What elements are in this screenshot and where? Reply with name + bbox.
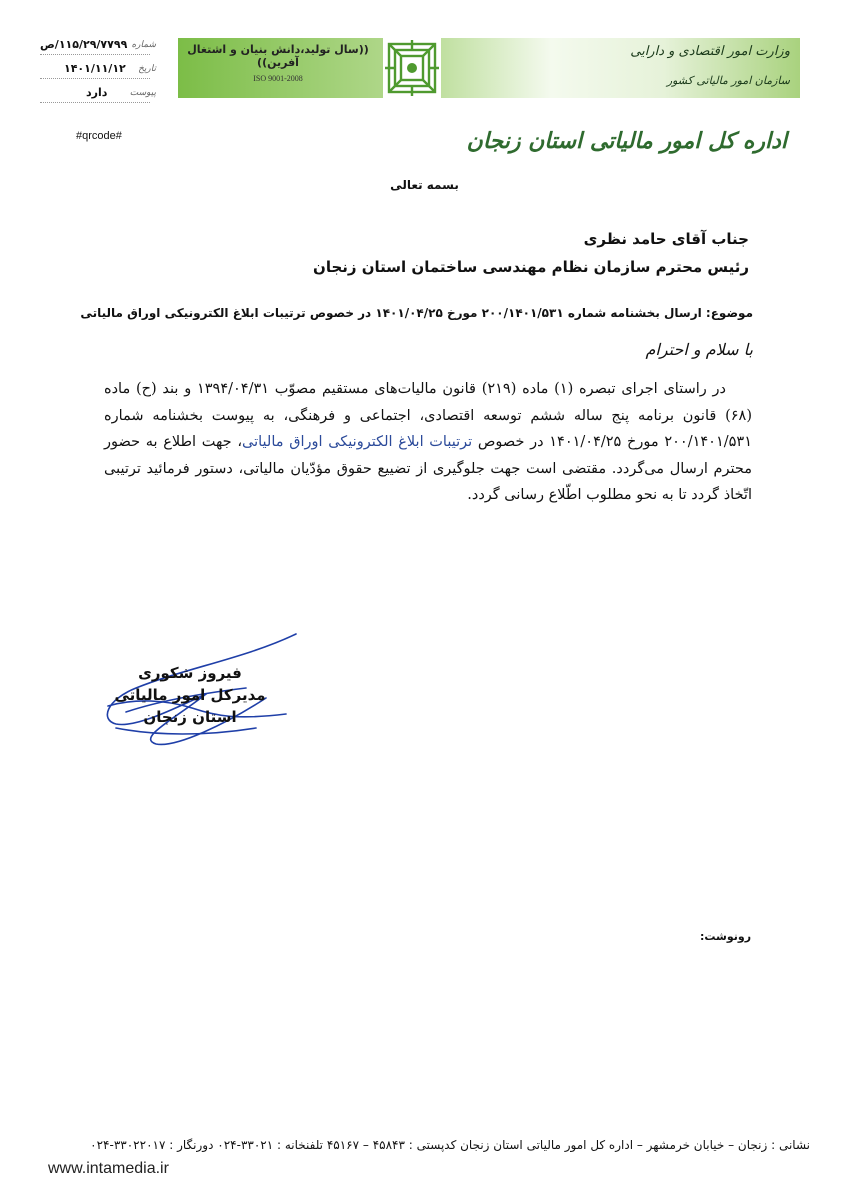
footer-website[interactable]: www.intamedia.ir — [48, 1160, 169, 1177]
letter-number: ۱۱۵/۲۹/۷۷۹۹/ص — [40, 38, 128, 51]
signatory-province: استان زنجان — [143, 708, 237, 726]
attachment-status: دارد — [86, 86, 108, 99]
greeting: با سلام و احترام — [645, 340, 753, 359]
number-label: شماره — [131, 40, 156, 50]
body-highlight: ترتیبات ابلاغ الکترونیکی اوراق مالیاتی — [242, 434, 473, 450]
body-part-2: ، جهت اطلاع به حضور محترم ارسال می‌گردد. مقتضی است جهت جلوگیری از تضییع حقوق مؤدّیان مالیاتی، دستور فرمائید ترتیبی اتّخاذ گردد تا به نحو مطلوب اطّلاع رسانی گردد. — [104, 434, 752, 503]
number-row — [40, 38, 156, 55]
date-row — [40, 62, 156, 79]
date-label: تاریخ — [138, 64, 156, 74]
organization-name: سازمان امور مالیاتی کشور — [666, 74, 790, 87]
recipient-title: رئیس محترم سازمان نظام مهندسی ساختمان استان زنجان — [313, 258, 749, 276]
qrcode-placeholder: #qrcode# — [76, 130, 122, 142]
letter-subject: موضوع: ارسال بخشنامه شماره ۲۰۰/۱۴۰۱/۵۳۱ مورخ ۱۴۰۱/۰۴/۲۵ در خصوص ترتیبات ابلاغ الکترونیکی اوراق مالیاتی — [80, 306, 753, 320]
signatory-position: مدیرکل امور مالیاتی — [114, 686, 266, 704]
cc-label: رونوشت: — [700, 930, 752, 943]
tax-organization-emblem-icon — [383, 38, 441, 98]
letter-date: ۱۴۰۱/۱۱/۱۲ — [64, 62, 126, 75]
ministry-name: وزارت امور اقتصادی و دارایی — [630, 44, 790, 59]
footer-address: نشانی : زنجان – خیابان خرمشهر – اداره کل امور مالیاتی استان زنجان کدپستی : ۴۵۸۴۳ – ۴۵۱۶۷ تلفنخانه : ۳۳۰۲۱-۰۲۴ دورنگار : ۳۳۰۲۲۰۱۷-۰۲۴ — [90, 1138, 810, 1152]
iso-certification: ISO 9001-2008 — [253, 74, 303, 83]
attachment-label: پیوست — [129, 88, 156, 98]
bismillah-heading: بسمه تعالی — [390, 178, 459, 192]
attachment-row — [40, 86, 156, 103]
signatory-name: فیروز شکوری — [138, 664, 242, 682]
department-title: اداره کل امور مالیاتی استان زنجان — [466, 128, 787, 154]
letter-body — [104, 376, 752, 509]
body-part-1: در راستای اجرای تبصره (۱) ماده (۲۱۹) قانون مالیات‌های مستقیم مصوّب ۱۳۹۴/۰۴/۳۱ و بند (ح) ماده (۶۸) قانون برنامه پنج ساله ششم توسعه اقتصادی، اجتماعی و فرهنگی، به پیوست بخشنامه شماره ۲۰۰/۱۴۰۱/۵۳۱ مورخ ۱۴۰۱/۰۴/۲۵ در خصوص — [104, 381, 752, 450]
recipient-name: جناب آقای حامد نظری — [583, 230, 749, 248]
header-banner — [178, 38, 800, 98]
year-slogan: ((سال تولید،دانش بنیان و اشتغال آفرین)) — [187, 43, 369, 69]
